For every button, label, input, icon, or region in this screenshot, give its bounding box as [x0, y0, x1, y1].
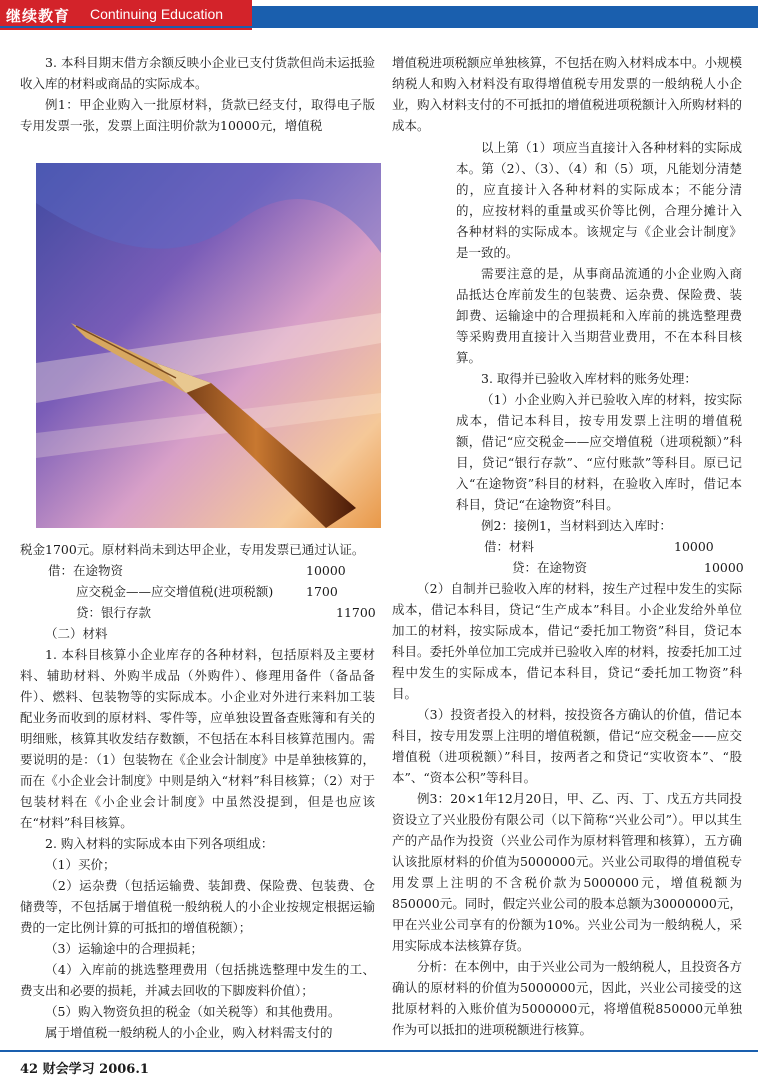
- fountain-pen-photo: [36, 163, 381, 528]
- paragraph: 2. 购入材料的实际成本由下列各项组成：: [45, 836, 274, 851]
- entry-account: 贷：银行存款: [76, 605, 152, 620]
- list-item: （1）买价；: [45, 857, 116, 872]
- entry-account: 贷：在途物资: [512, 560, 588, 575]
- right-column-bottom: [392, 578, 742, 1040]
- left-column-top: [20, 52, 375, 136]
- list-item: （3）运输途中的合理损耗；: [45, 941, 203, 956]
- paragraph: 例1：甲企业购入一批原材料，货款已经支付，取得电子版专用发票一张，发票上面注明价款为10000元，增值税: [20, 97, 375, 133]
- paragraph: （2）自制并已验收入库的材料，按生产过程中发生的实际成本，借记本科目，贷记“生产成本”科目。小企业发给外单位加工的材料，按实际成本，借记“委托加工物资”科目，贷记本科目。委托外单位加工完成并已验收入库的材料，按委托加工过程中发生的实际成本，借记本科目，贷记“委托加工物资”科目。: [392, 581, 743, 701]
- paragraph: 增值税进项税额应单独核算，不包括在购入材料成本中。小规模纳税人和购入材料没有取得增值税专用发票的一般纳税人小企业，购入材料支付的不可抵扣的增值税进项税额计入所购材料的成本。: [392, 55, 743, 133]
- paragraph: 属于增值税一般纳税人的小企业，购入材料需支付的: [45, 1025, 333, 1040]
- entry-account: 借：材料: [484, 539, 535, 554]
- entry-amount: 10000: [306, 563, 346, 578]
- entry-account: 应交税金——应交增值税(进项税额): [76, 584, 274, 599]
- paragraph: （1）小企业购入并已验收入库的材料，按实际成本，借记本科目，按专用发票上注明的增值税额，借记“应交税金——应交增值税（进项税额）”科目，贷记“银行存款”、“应付账款”等科目。原已记入“在途物资”科目的材料，在验收入库时，借记本科目，贷记“在途物资”科目。: [456, 392, 742, 512]
- list-item: （2）运杂费（包括运输费、装卸费、保险费、包装费、仓储费等，不包括属于增值税一般纳税人的小企业按规定根据运输费的一定比例计算的可抵扣的增值税额）；: [20, 878, 375, 935]
- section-title-en: Continuing Education: [90, 6, 224, 22]
- page-footer: [0, 1050, 758, 1083]
- journal-entry: [456, 557, 742, 578]
- entry-amount: 11700: [336, 605, 376, 620]
- entry-amount: 1700: [306, 584, 338, 599]
- left-column-bottom: [20, 539, 375, 1043]
- paragraph: 1. 本科目核算小企业库存的各种材料，包括原料及主要材料、辅助材料、外购半成品（外购件）、修理用备件（备品备件）、燃料、包装物等的实际成本。小企业对外进行来料加工装配业务而收到的原材料、零件等，应单独设置备查账簿和有关的明细账，核算其收发结存数额，不包括在本科目核算范围内。需要说明的是：（1）包装物在《企业会计制度》中是单独核算的，而在《小企业会计制度》中则是纳入“材料”科目核算；（2）对于包装材料在《小企业会计制度》中虽然没提到，但是也应该在“材料”科目核算。: [20, 647, 375, 830]
- journal-entry: [20, 560, 375, 581]
- paragraph: 以上第（1）项应当直接计入各种材料的实际成本。第（2）、（3）、（4）和（5）项，凡能划分清楚的，应直接计入各种材料的实际成本；不能分清的，应按材料的重量或买价等比例，合理分摊计入各种材料的实际成本。该规定与《企业会计制度》是一致的。: [456, 140, 742, 260]
- paragraph: 3. 取得并已验收入库材料的账务处理：: [481, 371, 697, 386]
- paragraph: 例2：接例1，当材料到达入库时：: [481, 518, 672, 533]
- page-header: [0, 0, 758, 30]
- paragraph: （3）投资者投入的材料，按投资各方确认的价值，借记本科目，按专用发票上注明的增值税额，借记“应交税金——应交增值税（进项税额）”科目，按两者之和贷记“实收资本”、“股本”、“资本公积”等科目。: [392, 707, 742, 785]
- entry-amount: 10000: [674, 539, 714, 554]
- entry-account: 借：在途物资: [48, 563, 124, 578]
- paragraph: 3. 本科目期末借方余额反映小企业已支付货款但尚未运抵验收入库的材料或商品的实际成本。: [20, 55, 375, 91]
- section-title-zh: 继续教育: [6, 7, 71, 25]
- paragraph: 分析：在本例中，由于兴业公司为一般纳税人，且投资各方确认的原材料的价值为5000000元，因此，兴业公司接受的这批原材料的入账价值为5000000元，将增值税850000元单独作为可以抵扣的进项税额进行核算。: [392, 959, 743, 1037]
- paragraph: 需要注意的是，从事商品流通的小企业购入商品抵达仓库前发生的包装费、运杂费、保险费、装卸费、运输途中的合理损耗和入库前的挑选整理费等采购费用直接计入当期营业费用，不在本科目核算。: [456, 266, 742, 365]
- page-number-and-journal: 42 财会学习 2006.1: [20, 1062, 149, 1077]
- right-column-top: [392, 52, 742, 136]
- paragraph: 例3：20×1年12月20日，甲、乙、丙、丁、戊五方共同投资设立了兴业股份有限公司（以下简称“兴业公司”）。甲以其生产的产品作为投资（兴业公司作为原材料管理和核算），五方确认该批原材料的价值为5000000元。兴业公司取得的增值税专用发票上注明的不含税价款为5000000元，增值税额为850000元。同时，假定兴业公司的股本总额为30000000元，甲在兴业公司享有的份额为10%。兴业公司为一般纳税人，采用实际成本法核算存货。: [392, 791, 742, 953]
- entry-amount: 10000: [704, 560, 744, 575]
- journal-entry: [456, 536, 742, 557]
- journal-entry: [20, 602, 375, 623]
- paragraph: 税金1700元。原材料尚未到达甲企业，专用发票已通过认证。: [20, 542, 365, 557]
- subheading: （二）材料: [45, 626, 108, 641]
- list-item: （5）购入物资负担的税金（如关税等）和其他费用。: [45, 1004, 341, 1019]
- list-item: （4）入库前的挑选整理费用（包括挑选整理中发生的工、费支出和必要的损耗，并减去回收的下脚废料价值）；: [20, 962, 375, 998]
- journal-entry: [20, 581, 375, 602]
- right-column-narrow: [456, 137, 742, 578]
